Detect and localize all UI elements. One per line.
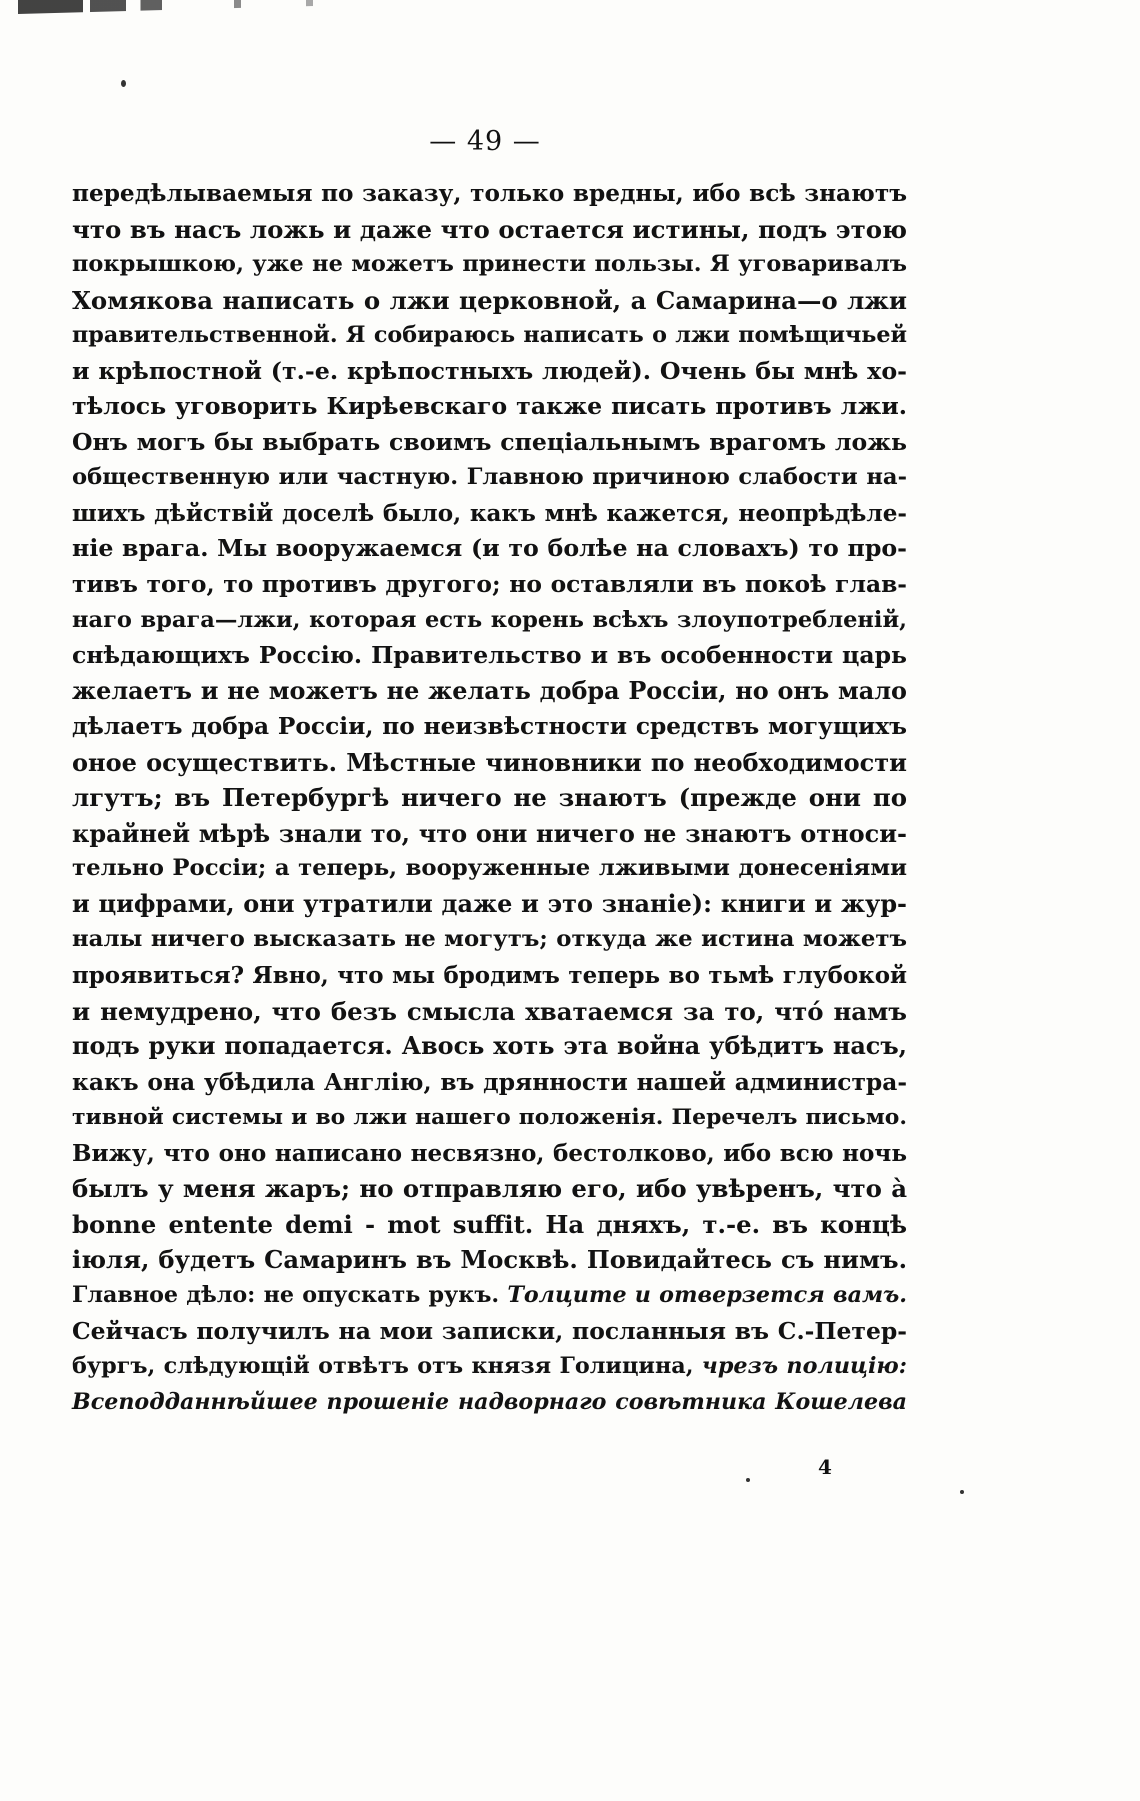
text-line: Хомякова написать о лжи церковной, а Самарина—о лжи xyxy=(72,285,907,315)
text-line-mixed xyxy=(72,1278,907,1314)
text-line: что въ насъ ложь и даже что остается истины, подъ этою xyxy=(72,214,907,244)
ink-speck xyxy=(746,1478,750,1482)
text-line: передѣлываемыя по заказу, только вредны, ибо всѣ знаютъ xyxy=(72,180,907,207)
text-line: тивъ того, то противъ другого; но оставляли въ покоѣ глав- xyxy=(72,570,907,599)
text-line: подъ руки попадается. Авось хоть эта война убѣдитъ насъ, xyxy=(72,1032,907,1061)
text-line: покрышкою, уже не можетъ принести пользы. Я уговаривалъ xyxy=(72,251,907,278)
body-text xyxy=(72,176,907,1420)
text-line: тельно Россіи; а теперь, вооруженные лживыми донесеніями xyxy=(72,855,907,882)
scan-artifact xyxy=(18,0,378,14)
text-segment: бургъ, слѣдующій отвѣтъ отъ князя Голицина, xyxy=(72,1353,702,1380)
text-line: оное осуществить. Мѣстные чиновники по необходимости xyxy=(72,747,907,777)
text-line: желаетъ и не можетъ не желать добра Россіи, но онъ мало xyxy=(72,676,907,705)
text-line: наго врага—лжи, которая есть корень всѣхъ злоупотребленій, xyxy=(72,606,907,633)
italic-text-line: Всеподданнѣйшее прошеніе надворнаго совѣтника Кошелева xyxy=(72,1388,907,1415)
text-line: и немудрено, что безъ смысла хватаемся за то, что́ намъ xyxy=(72,996,907,1026)
text-line: bonne entente demi - mot suffit. На дняхъ, т.-е. въ концѣ xyxy=(72,1209,907,1239)
italic-quote: Толците и отверзется вамъ. xyxy=(507,1281,907,1308)
text-line: Онъ могъ бы выбрать своимъ спеціальнымъ врагомъ ложь xyxy=(72,427,907,456)
text-line: налы ничего высказать не могутъ; откуда же истина можетъ xyxy=(72,926,907,953)
text-line: лгутъ; въ Петербургѣ ничего не знаютъ (прежде они по xyxy=(72,783,907,813)
text-line: шихъ дѣйствій доселѣ было, какъ мнѣ кажется, неопрѣдѣле- xyxy=(72,499,907,527)
text-line: Вижу, что оно написано несвязно, бестолково, ибо всю ночь xyxy=(72,1139,907,1167)
text-line: общественную или частную. Главною причиною слабости на- xyxy=(72,464,907,491)
text-line: іюля, будетъ Самаринъ въ Москвѣ. Повидайтесь съ нимъ. xyxy=(72,1245,907,1275)
ink-speck xyxy=(121,80,126,87)
signature-mark: 4 xyxy=(818,1455,832,1479)
ink-speck xyxy=(960,1490,964,1494)
text-line: проявиться? Явно, что мы бродимъ теперь во тьмѣ глубокой xyxy=(72,962,907,990)
page-number: — 49 — xyxy=(429,126,541,157)
text-line: дѣлаетъ добра Россіи, по неизвѣстности средствъ могущихъ xyxy=(72,713,907,741)
text-line: крайней мѣрѣ знали то, что они ничего не знаютъ относи- xyxy=(72,818,907,848)
text-line: тивной системы и во лжи нашего положенія. Перечелъ письмо. xyxy=(72,1104,907,1131)
text-line: ніе врага. Мы вооружаемся (и то болѣе на словахъ) то про- xyxy=(72,534,907,563)
text-line: правительственной. Я собираюсь написать о лжи помѣщичьей xyxy=(72,322,907,349)
text-line: снѣдающихъ Россію. Правительство и въ особенности царь xyxy=(72,641,907,670)
text-line-mixed xyxy=(72,1349,907,1385)
text-segment: Главное дѣло: не опускать рукъ. xyxy=(72,1281,508,1308)
text-line: Сейчасъ получилъ на мои записки, посланныя въ С.-Петер- xyxy=(72,1316,907,1345)
text-line: былъ у меня жаръ; но отправляю его, ибо увѣренъ, что à xyxy=(72,1174,907,1204)
text-line: тѣлось уговорить Кирѣевскаго также писать противъ лжи. xyxy=(72,392,907,421)
text-line: и крѣпостной (т.-е. крѣпостныхъ людей). Очень бы мнѣ хо- xyxy=(72,356,907,385)
italic-phrase: чрезъ полицію: xyxy=(701,1353,907,1380)
text-line: какъ она убѣдила Англію, въ дрянности нашей администра- xyxy=(72,1068,907,1096)
text-line: и цифрами, они утратили даже и это знаніе): книги и жур- xyxy=(72,889,907,918)
